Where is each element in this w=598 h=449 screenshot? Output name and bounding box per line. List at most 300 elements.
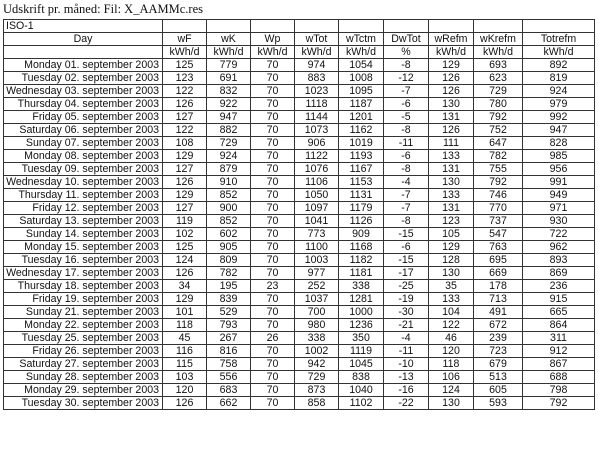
day-cell: Sunday 07. september 2003 — [4, 137, 163, 150]
value-cell: 1000 — [339, 306, 384, 319]
unit-cell: kWh/d — [523, 46, 595, 59]
value-cell: 513 — [474, 371, 523, 384]
value-cell: 103 — [163, 371, 207, 384]
value-cell: -17 — [384, 267, 429, 280]
value-cell: 126 — [163, 267, 207, 280]
value-cell: 1118 — [295, 98, 339, 111]
value-cell: 556 — [207, 371, 251, 384]
document-title: Udskrift pr. måned: Fil: X_AAMMc.res — [3, 2, 203, 16]
value-cell: 70 — [251, 150, 295, 163]
empty-cell — [523, 20, 595, 33]
value-cell: 70 — [251, 72, 295, 85]
value-cell: 129 — [429, 241, 474, 254]
value-cell: 131 — [429, 202, 474, 215]
value-cell: 852 — [207, 215, 251, 228]
value-cell: 70 — [251, 358, 295, 371]
value-cell: 962 — [523, 241, 595, 254]
value-cell: -15 — [384, 228, 429, 241]
value-cell: 46 — [429, 332, 474, 345]
value-cell: 547 — [474, 228, 523, 241]
value-cell: 124 — [429, 384, 474, 397]
day-cell: Saturday 27. september 2003 — [4, 358, 163, 371]
value-cell: 102 — [163, 228, 207, 241]
table-row — [4, 358, 595, 371]
value-cell: -13 — [384, 371, 429, 384]
value-cell: 70 — [251, 176, 295, 189]
value-cell: 798 — [523, 384, 595, 397]
value-cell: 26 — [251, 332, 295, 345]
day-cell: Tuesday 25. september 2003 — [4, 332, 163, 345]
value-cell: 1102 — [339, 397, 384, 410]
value-cell: 70 — [251, 202, 295, 215]
value-cell: 129 — [163, 293, 207, 306]
value-cell: 947 — [523, 124, 595, 137]
value-cell: 1097 — [295, 202, 339, 215]
value-cell: 602 — [207, 228, 251, 241]
table-row — [4, 345, 595, 358]
value-cell: 770 — [474, 202, 523, 215]
value-cell: 839 — [207, 293, 251, 306]
value-cell: 1236 — [339, 319, 384, 332]
value-cell: 178 — [474, 280, 523, 293]
value-cell: 1045 — [339, 358, 384, 371]
value-cell: 108 — [163, 137, 207, 150]
value-cell: -7 — [384, 202, 429, 215]
value-cell: 695 — [474, 254, 523, 267]
value-cell: -6 — [384, 98, 429, 111]
value-cell: 1187 — [339, 98, 384, 111]
value-cell: 879 — [207, 163, 251, 176]
value-cell: 605 — [474, 384, 523, 397]
table-row — [4, 189, 595, 202]
value-cell: 662 — [207, 397, 251, 410]
value-cell: 1037 — [295, 293, 339, 306]
value-cell: 122 — [163, 124, 207, 137]
unit-cell: kWh/d — [295, 46, 339, 59]
value-cell: 1023 — [295, 85, 339, 98]
value-cell: 780 — [474, 98, 523, 111]
value-cell: 126 — [429, 72, 474, 85]
value-cell: 133 — [429, 189, 474, 202]
value-cell: 129 — [429, 59, 474, 72]
value-cell: 70 — [251, 319, 295, 332]
column-header-wk: wK — [207, 33, 251, 46]
value-cell: 755 — [474, 163, 523, 176]
value-cell: 758 — [207, 358, 251, 371]
value-cell: -8 — [384, 59, 429, 72]
value-cell: 956 — [523, 163, 595, 176]
value-cell: 1100 — [295, 241, 339, 254]
value-cell: 130 — [429, 267, 474, 280]
day-cell: Friday 05. september 2003 — [4, 111, 163, 124]
value-cell: 1041 — [295, 215, 339, 228]
value-cell: 111 — [429, 137, 474, 150]
unit-cell: kWh/d — [429, 46, 474, 59]
value-cell: 723 — [474, 345, 523, 358]
value-cell: 127 — [163, 111, 207, 124]
value-cell: 669 — [474, 267, 523, 280]
value-cell: 118 — [163, 319, 207, 332]
value-cell: 128 — [429, 254, 474, 267]
value-cell: 729 — [295, 371, 339, 384]
column-header-wtctm: wTctm — [339, 33, 384, 46]
empty-cell — [295, 20, 339, 33]
value-cell: 828 — [523, 137, 595, 150]
empty-cell — [429, 20, 474, 33]
value-cell: -12 — [384, 72, 429, 85]
value-cell: 34 — [163, 280, 207, 293]
value-cell: 665 — [523, 306, 595, 319]
value-cell: 35 — [429, 280, 474, 293]
value-cell: 693 — [474, 59, 523, 72]
day-cell: Saturday 06. september 2003 — [4, 124, 163, 137]
value-cell: 838 — [339, 371, 384, 384]
value-cell: 131 — [429, 111, 474, 124]
value-cell: -4 — [384, 332, 429, 345]
table-row — [4, 293, 595, 306]
value-cell: -5 — [384, 111, 429, 124]
value-cell: 942 — [295, 358, 339, 371]
value-cell: 236 — [523, 280, 595, 293]
value-cell: 906 — [295, 137, 339, 150]
table-row — [4, 150, 595, 163]
value-cell: 1201 — [339, 111, 384, 124]
value-cell: 70 — [251, 85, 295, 98]
table-row — [4, 384, 595, 397]
table-row — [4, 59, 595, 72]
value-cell: 1073 — [295, 124, 339, 137]
value-cell: 338 — [295, 332, 339, 345]
value-cell: 70 — [251, 345, 295, 358]
value-cell: 104 — [429, 306, 474, 319]
table-row — [4, 241, 595, 254]
value-cell: 350 — [339, 332, 384, 345]
value-cell: 873 — [295, 384, 339, 397]
value-cell: 1008 — [339, 72, 384, 85]
value-cell: 792 — [474, 176, 523, 189]
value-cell: 593 — [474, 397, 523, 410]
table-row — [4, 202, 595, 215]
table-row — [4, 306, 595, 319]
value-cell: 746 — [474, 189, 523, 202]
unit-cell: % — [384, 46, 429, 59]
value-cell: 70 — [251, 267, 295, 280]
empty-cell — [163, 20, 207, 33]
value-cell: 713 — [474, 293, 523, 306]
column-header-wp: Wp — [251, 33, 295, 46]
value-cell: 1131 — [339, 189, 384, 202]
table-row — [4, 332, 595, 345]
value-cell: 70 — [251, 137, 295, 150]
value-cell: 267 — [207, 332, 251, 345]
value-cell: 70 — [251, 98, 295, 111]
value-cell: 70 — [251, 59, 295, 72]
value-cell: -8 — [384, 215, 429, 228]
value-cell: 106 — [429, 371, 474, 384]
value-cell: -6 — [384, 150, 429, 163]
value-cell: 529 — [207, 306, 251, 319]
monthly-energy-table — [3, 19, 595, 410]
table-row — [4, 111, 595, 124]
value-cell: 1003 — [295, 254, 339, 267]
column-header-totrefm: Totrefm — [523, 33, 595, 46]
value-cell: 974 — [295, 59, 339, 72]
unit-cell — [4, 46, 163, 59]
value-cell: 991 — [523, 176, 595, 189]
value-cell: 120 — [429, 345, 474, 358]
empty-cell — [384, 20, 429, 33]
column-header-wf: wF — [163, 33, 207, 46]
value-cell: 126 — [429, 85, 474, 98]
value-cell: -22 — [384, 397, 429, 410]
day-cell: Thursday 18. september 2003 — [4, 280, 163, 293]
value-cell: 70 — [251, 371, 295, 384]
table-row — [4, 280, 595, 293]
day-cell: Wednesday 17. september 2003 — [4, 267, 163, 280]
unit-cell: kWh/d — [163, 46, 207, 59]
value-cell: 979 — [523, 98, 595, 111]
day-cell: Monday 29. september 2003 — [4, 384, 163, 397]
day-cell: Thursday 04. september 2003 — [4, 98, 163, 111]
empty-cell — [207, 20, 251, 33]
value-cell: 70 — [251, 228, 295, 241]
value-cell: 1054 — [339, 59, 384, 72]
value-cell: 70 — [251, 163, 295, 176]
value-cell: 971 — [523, 202, 595, 215]
column-header-wkrefm: wKrefm — [474, 33, 523, 46]
value-cell: 773 — [295, 228, 339, 241]
value-cell: 239 — [474, 332, 523, 345]
value-cell: 977 — [295, 267, 339, 280]
value-cell: 1106 — [295, 176, 339, 189]
table-row — [4, 85, 595, 98]
day-cell: Monday 22. september 2003 — [4, 319, 163, 332]
unit-cell: kWh/d — [251, 46, 295, 59]
value-cell: 133 — [429, 293, 474, 306]
value-cell: 782 — [207, 267, 251, 280]
value-cell: 910 — [207, 176, 251, 189]
table-row — [4, 72, 595, 85]
value-cell: -21 — [384, 319, 429, 332]
value-cell: -10 — [384, 358, 429, 371]
value-cell: 793 — [207, 319, 251, 332]
value-cell: 126 — [163, 98, 207, 111]
table-row — [4, 267, 595, 280]
value-cell: 623 — [474, 72, 523, 85]
day-cell: Monday 01. september 2003 — [4, 59, 163, 72]
value-cell: 832 — [207, 85, 251, 98]
value-cell: 1144 — [295, 111, 339, 124]
table-row — [4, 137, 595, 150]
day-cell: Monday 15. september 2003 — [4, 241, 163, 254]
value-cell: 679 — [474, 358, 523, 371]
value-cell: 105 — [429, 228, 474, 241]
value-cell: 195 — [207, 280, 251, 293]
value-cell: 737 — [474, 215, 523, 228]
value-cell: 70 — [251, 215, 295, 228]
value-cell: 120 — [163, 384, 207, 397]
day-cell: Friday 26. september 2003 — [4, 345, 163, 358]
value-cell: 1002 — [295, 345, 339, 358]
value-cell: 130 — [429, 98, 474, 111]
value-cell: 893 — [523, 254, 595, 267]
unit-row — [4, 46, 595, 59]
value-cell: 792 — [474, 111, 523, 124]
empty-cell — [339, 20, 384, 33]
unit-cell: kWh/d — [207, 46, 251, 59]
value-cell: 763 — [474, 241, 523, 254]
value-cell: -25 — [384, 280, 429, 293]
value-cell: 338 — [339, 280, 384, 293]
value-cell: -30 — [384, 306, 429, 319]
column-header-row — [4, 33, 595, 46]
value-cell: 1281 — [339, 293, 384, 306]
value-cell: 672 — [474, 319, 523, 332]
column-header-day: Day — [4, 33, 163, 46]
value-cell: 1076 — [295, 163, 339, 176]
value-cell: 45 — [163, 332, 207, 345]
column-header-wrefm: wRefm — [429, 33, 474, 46]
value-cell: 125 — [163, 241, 207, 254]
value-cell: 1040 — [339, 384, 384, 397]
value-cell: 858 — [295, 397, 339, 410]
value-cell: 127 — [163, 202, 207, 215]
value-cell: 70 — [251, 384, 295, 397]
value-cell: 70 — [251, 124, 295, 137]
value-cell: 992 — [523, 111, 595, 124]
value-cell: 924 — [207, 150, 251, 163]
day-cell: Wednesday 03. september 2003 — [4, 85, 163, 98]
value-cell: 130 — [429, 397, 474, 410]
value-cell: 1162 — [339, 124, 384, 137]
value-cell: -7 — [384, 85, 429, 98]
value-cell: 949 — [523, 189, 595, 202]
unit-cell: kWh/d — [474, 46, 523, 59]
value-cell: 922 — [207, 98, 251, 111]
value-cell: 819 — [523, 72, 595, 85]
value-cell: 1179 — [339, 202, 384, 215]
value-cell: 70 — [251, 293, 295, 306]
value-cell: 892 — [523, 59, 595, 72]
value-cell: -11 — [384, 345, 429, 358]
value-cell: 1126 — [339, 215, 384, 228]
value-cell: 924 — [523, 85, 595, 98]
value-cell: 930 — [523, 215, 595, 228]
value-cell: 1050 — [295, 189, 339, 202]
value-cell: 867 — [523, 358, 595, 371]
value-cell: 133 — [429, 150, 474, 163]
value-cell: 123 — [429, 215, 474, 228]
value-cell: 1181 — [339, 267, 384, 280]
table-row — [4, 98, 595, 111]
value-cell: -4 — [384, 176, 429, 189]
value-cell: 1095 — [339, 85, 384, 98]
day-cell: Friday 12. september 2003 — [4, 202, 163, 215]
value-cell: 852 — [207, 189, 251, 202]
value-cell: 912 — [523, 345, 595, 358]
day-cell: Friday 19. september 2003 — [4, 293, 163, 306]
table-row — [4, 176, 595, 189]
day-cell: Sunday 28. september 2003 — [4, 371, 163, 384]
value-cell: 119 — [163, 215, 207, 228]
value-cell: 1182 — [339, 254, 384, 267]
value-cell: 122 — [163, 85, 207, 98]
table-row — [4, 371, 595, 384]
column-header-dwtot: DwTot — [384, 33, 429, 46]
value-cell: 729 — [474, 85, 523, 98]
table-row — [4, 397, 595, 410]
value-cell: 126 — [429, 124, 474, 137]
value-cell: 1168 — [339, 241, 384, 254]
value-cell: 1122 — [295, 150, 339, 163]
value-cell: 70 — [251, 254, 295, 267]
value-cell: 915 — [523, 293, 595, 306]
value-cell: 792 — [523, 397, 595, 410]
value-cell: 70 — [251, 189, 295, 202]
value-cell: 115 — [163, 358, 207, 371]
empty-cell — [251, 20, 295, 33]
value-cell: 909 — [339, 228, 384, 241]
value-cell: 491 — [474, 306, 523, 319]
value-cell: 722 — [523, 228, 595, 241]
value-cell: 1019 — [339, 137, 384, 150]
value-cell: 70 — [251, 397, 295, 410]
value-cell: 252 — [295, 280, 339, 293]
value-cell: 23 — [251, 280, 295, 293]
value-cell: 127 — [163, 163, 207, 176]
value-cell: 864 — [523, 319, 595, 332]
day-cell: Sunday 14. september 2003 — [4, 228, 163, 241]
table-row — [4, 254, 595, 267]
value-cell: 101 — [163, 306, 207, 319]
value-cell: -6 — [384, 241, 429, 254]
value-cell: 882 — [207, 124, 251, 137]
value-cell: 1193 — [339, 150, 384, 163]
day-cell: Thursday 11. september 2003 — [4, 189, 163, 202]
value-cell: 980 — [295, 319, 339, 332]
value-cell: 1167 — [339, 163, 384, 176]
value-cell: 900 — [207, 202, 251, 215]
column-header-wtot: wTot — [295, 33, 339, 46]
value-cell: 126 — [163, 176, 207, 189]
value-cell: 729 — [207, 137, 251, 150]
value-cell: 1153 — [339, 176, 384, 189]
value-cell: 816 — [207, 345, 251, 358]
day-cell: Wednesday 10. september 2003 — [4, 176, 163, 189]
value-cell: 126 — [163, 397, 207, 410]
day-cell: Sunday 21. september 2003 — [4, 306, 163, 319]
table-row — [4, 319, 595, 332]
day-cell: Monday 08. september 2003 — [4, 150, 163, 163]
value-cell: 122 — [429, 319, 474, 332]
table-row — [4, 124, 595, 137]
value-cell: 947 — [207, 111, 251, 124]
day-cell: Tuesday 09. september 2003 — [4, 163, 163, 176]
value-cell: -8 — [384, 124, 429, 137]
value-cell: 311 — [523, 332, 595, 345]
unit-cell: kWh/d — [339, 46, 384, 59]
value-cell: 129 — [163, 189, 207, 202]
value-cell: 752 — [474, 124, 523, 137]
value-cell: 1119 — [339, 345, 384, 358]
value-cell: -15 — [384, 254, 429, 267]
value-cell: -8 — [384, 163, 429, 176]
value-cell: 130 — [429, 176, 474, 189]
group-label: ISO-1 — [4, 20, 163, 33]
value-cell: 70 — [251, 306, 295, 319]
day-cell: Tuesday 30. september 2003 — [4, 397, 163, 410]
group-label-row — [4, 20, 595, 33]
